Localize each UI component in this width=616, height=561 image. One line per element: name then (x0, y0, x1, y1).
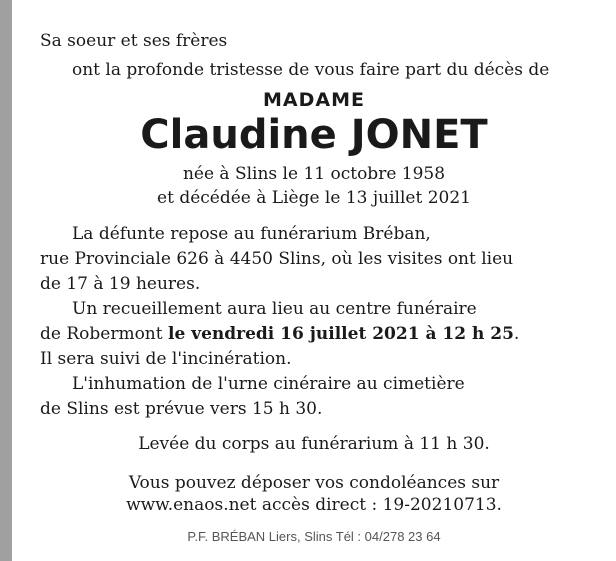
paragraph-1-line-3: de 17 à 19 heures. (40, 274, 201, 294)
paragraph-1-line-1: La défunte repose au funérarium Bréban, (72, 224, 431, 244)
paragraph-3-line-2: de Slins est prévue vers 15 h 30. (40, 399, 323, 419)
left-border-bar (0, 0, 12, 561)
intro-announcement: ont la profonde tristesse de vous faire part du décès de (72, 60, 550, 80)
ceremony-datetime: le vendredi 16 juillet 2021 à 12 h 25 (168, 324, 514, 344)
paragraph-3-line-1: L'inhumation de l'urne cinéraire au cimetière (72, 374, 465, 394)
paragraph-1-line-2: rue Provinciale 626 à 4450 Slins, où les visites ont lieu (40, 249, 514, 269)
levee-du-corps: Levée du corps au funérarium à 11 h 30. (138, 434, 490, 454)
ceremony-period: . (513, 324, 520, 344)
condolences-line-2: www.enaos.net accès direct : 19-20210713. (126, 495, 502, 515)
ceremony-location: de Robermont (40, 324, 168, 344)
paragraph-2-line-2 (40, 323, 519, 345)
paragraph-2-line-3: Il sera suivi de l'incinération. (40, 349, 292, 369)
deceased-title: MADAME (263, 89, 365, 111)
intro-family: Sa soeur et ses frères (40, 31, 228, 51)
deceased-name: Claudine JONET (140, 112, 488, 158)
condolences-line-1: Vous pouvez déposer vos condoléances sur (128, 473, 500, 493)
death-info: et décédée à Liège le 13 juillet 2021 (157, 188, 471, 208)
paragraph-2-line-1: Un recueillement aura lieu au centre funéraire (72, 299, 477, 319)
funeral-home-footer: P.F. BRÉBAN Liers, Slins Tél : 04/278 23 64 (187, 529, 441, 544)
birth-info: née à Slins le 11 octobre 1958 (182, 164, 446, 184)
